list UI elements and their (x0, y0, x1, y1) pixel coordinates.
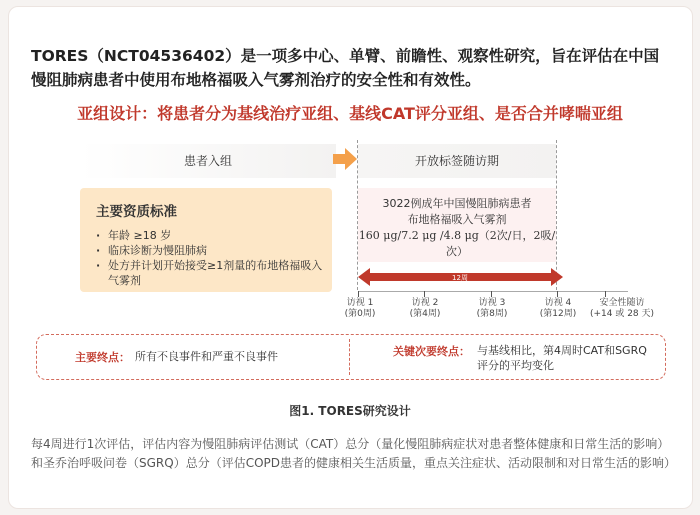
visit-week: (第8周) (476, 309, 508, 319)
visit-tick (358, 291, 359, 297)
footnote: 每4周进行1次评估，评估内容为慢阻肺病评估测试（CAT）总分（量化慢阻肺病症状对患者整体健康和日常生活的影响）和圣乔治呼吸问卷（SGRQ）总分（评估COPD患者的健康相关生活质量，重点关注症状、活动限制和对日常生活的影响） (31, 437, 677, 470)
visit-week: (第12周) (539, 309, 577, 319)
duration-label: 12周 (452, 274, 468, 282)
visit-name: 访视 3 (478, 298, 506, 308)
visit-label (345, 298, 376, 320)
twelve-week-arrow (358, 266, 563, 288)
arrow-right-icon (333, 148, 357, 170)
visit-tick (605, 291, 606, 297)
visit-name: 访视 4 (544, 298, 572, 308)
visit-name: 访视 2 (411, 298, 439, 308)
subgroup-design-heading: 亚组设计：将患者分为基线治疗亚组、基线CAT评分亚组、是否合并哮喘亚组 (77, 104, 623, 123)
primary-endpoint-text: 所有不良事件和严重不良事件 (135, 350, 278, 363)
visit-name: 安全性随访 (599, 298, 645, 308)
secondary-endpoint-label: 关键次要终点： (393, 345, 470, 358)
secondary-endpoint-text: 与基线相比，第4周时CAT和SGRQ评分的平均变化 (477, 344, 647, 372)
primary-endpoint-label: 主要终点： (75, 351, 130, 364)
visit-tick (491, 291, 492, 297)
drug-dose: 160 μg/7.2 μg /4.8 μg（2次/日，2吸/次） (358, 229, 556, 258)
visit-tick (424, 291, 425, 297)
visit-week: (+14 或 28 天) (589, 309, 655, 319)
phase-open-label: 开放标签随访期 (358, 144, 556, 178)
patient-population-box (358, 188, 556, 262)
criteria-item: · 年龄 ≥18 岁 (96, 228, 324, 243)
criteria-title: 主要资质标准 (96, 204, 177, 220)
endpoints-divider (349, 339, 350, 375)
figure-caption: 图1. TORES研究设计 (289, 404, 411, 418)
criteria-list (96, 228, 324, 288)
eligibility-criteria-box (80, 188, 332, 292)
visit-name: 访视 1 (346, 298, 374, 308)
visit-label (410, 298, 441, 320)
visit-label (590, 298, 654, 320)
visit-tick (557, 291, 558, 297)
drug-name: 布地格福吸入气雾剂 (407, 213, 507, 226)
phase-enrollment: 患者入组 (80, 144, 336, 178)
endpoints-box (36, 334, 666, 380)
visit-label (540, 298, 576, 320)
visit-axis (358, 291, 628, 292)
criteria-item: · 临床诊断为慢阻肺病 (96, 243, 324, 258)
criteria-item: · 处方并计划开始接受≥1剂量的布地格福吸入气雾剂 (96, 258, 324, 288)
study-intro: TORES（NCT04536402）是一项多中心、单臂、前瞻性、观察性研究，旨在评估在中国慢阻肺病患者中使用布地格福吸入气雾剂治疗的安全性和有效性。 (31, 47, 660, 89)
visit-label (477, 298, 508, 320)
patient-count: 3022例成年中国慢阻肺病患者 (382, 197, 532, 210)
visit-week: (第4周) (409, 309, 441, 319)
visit-week: (第0周) (344, 309, 376, 319)
